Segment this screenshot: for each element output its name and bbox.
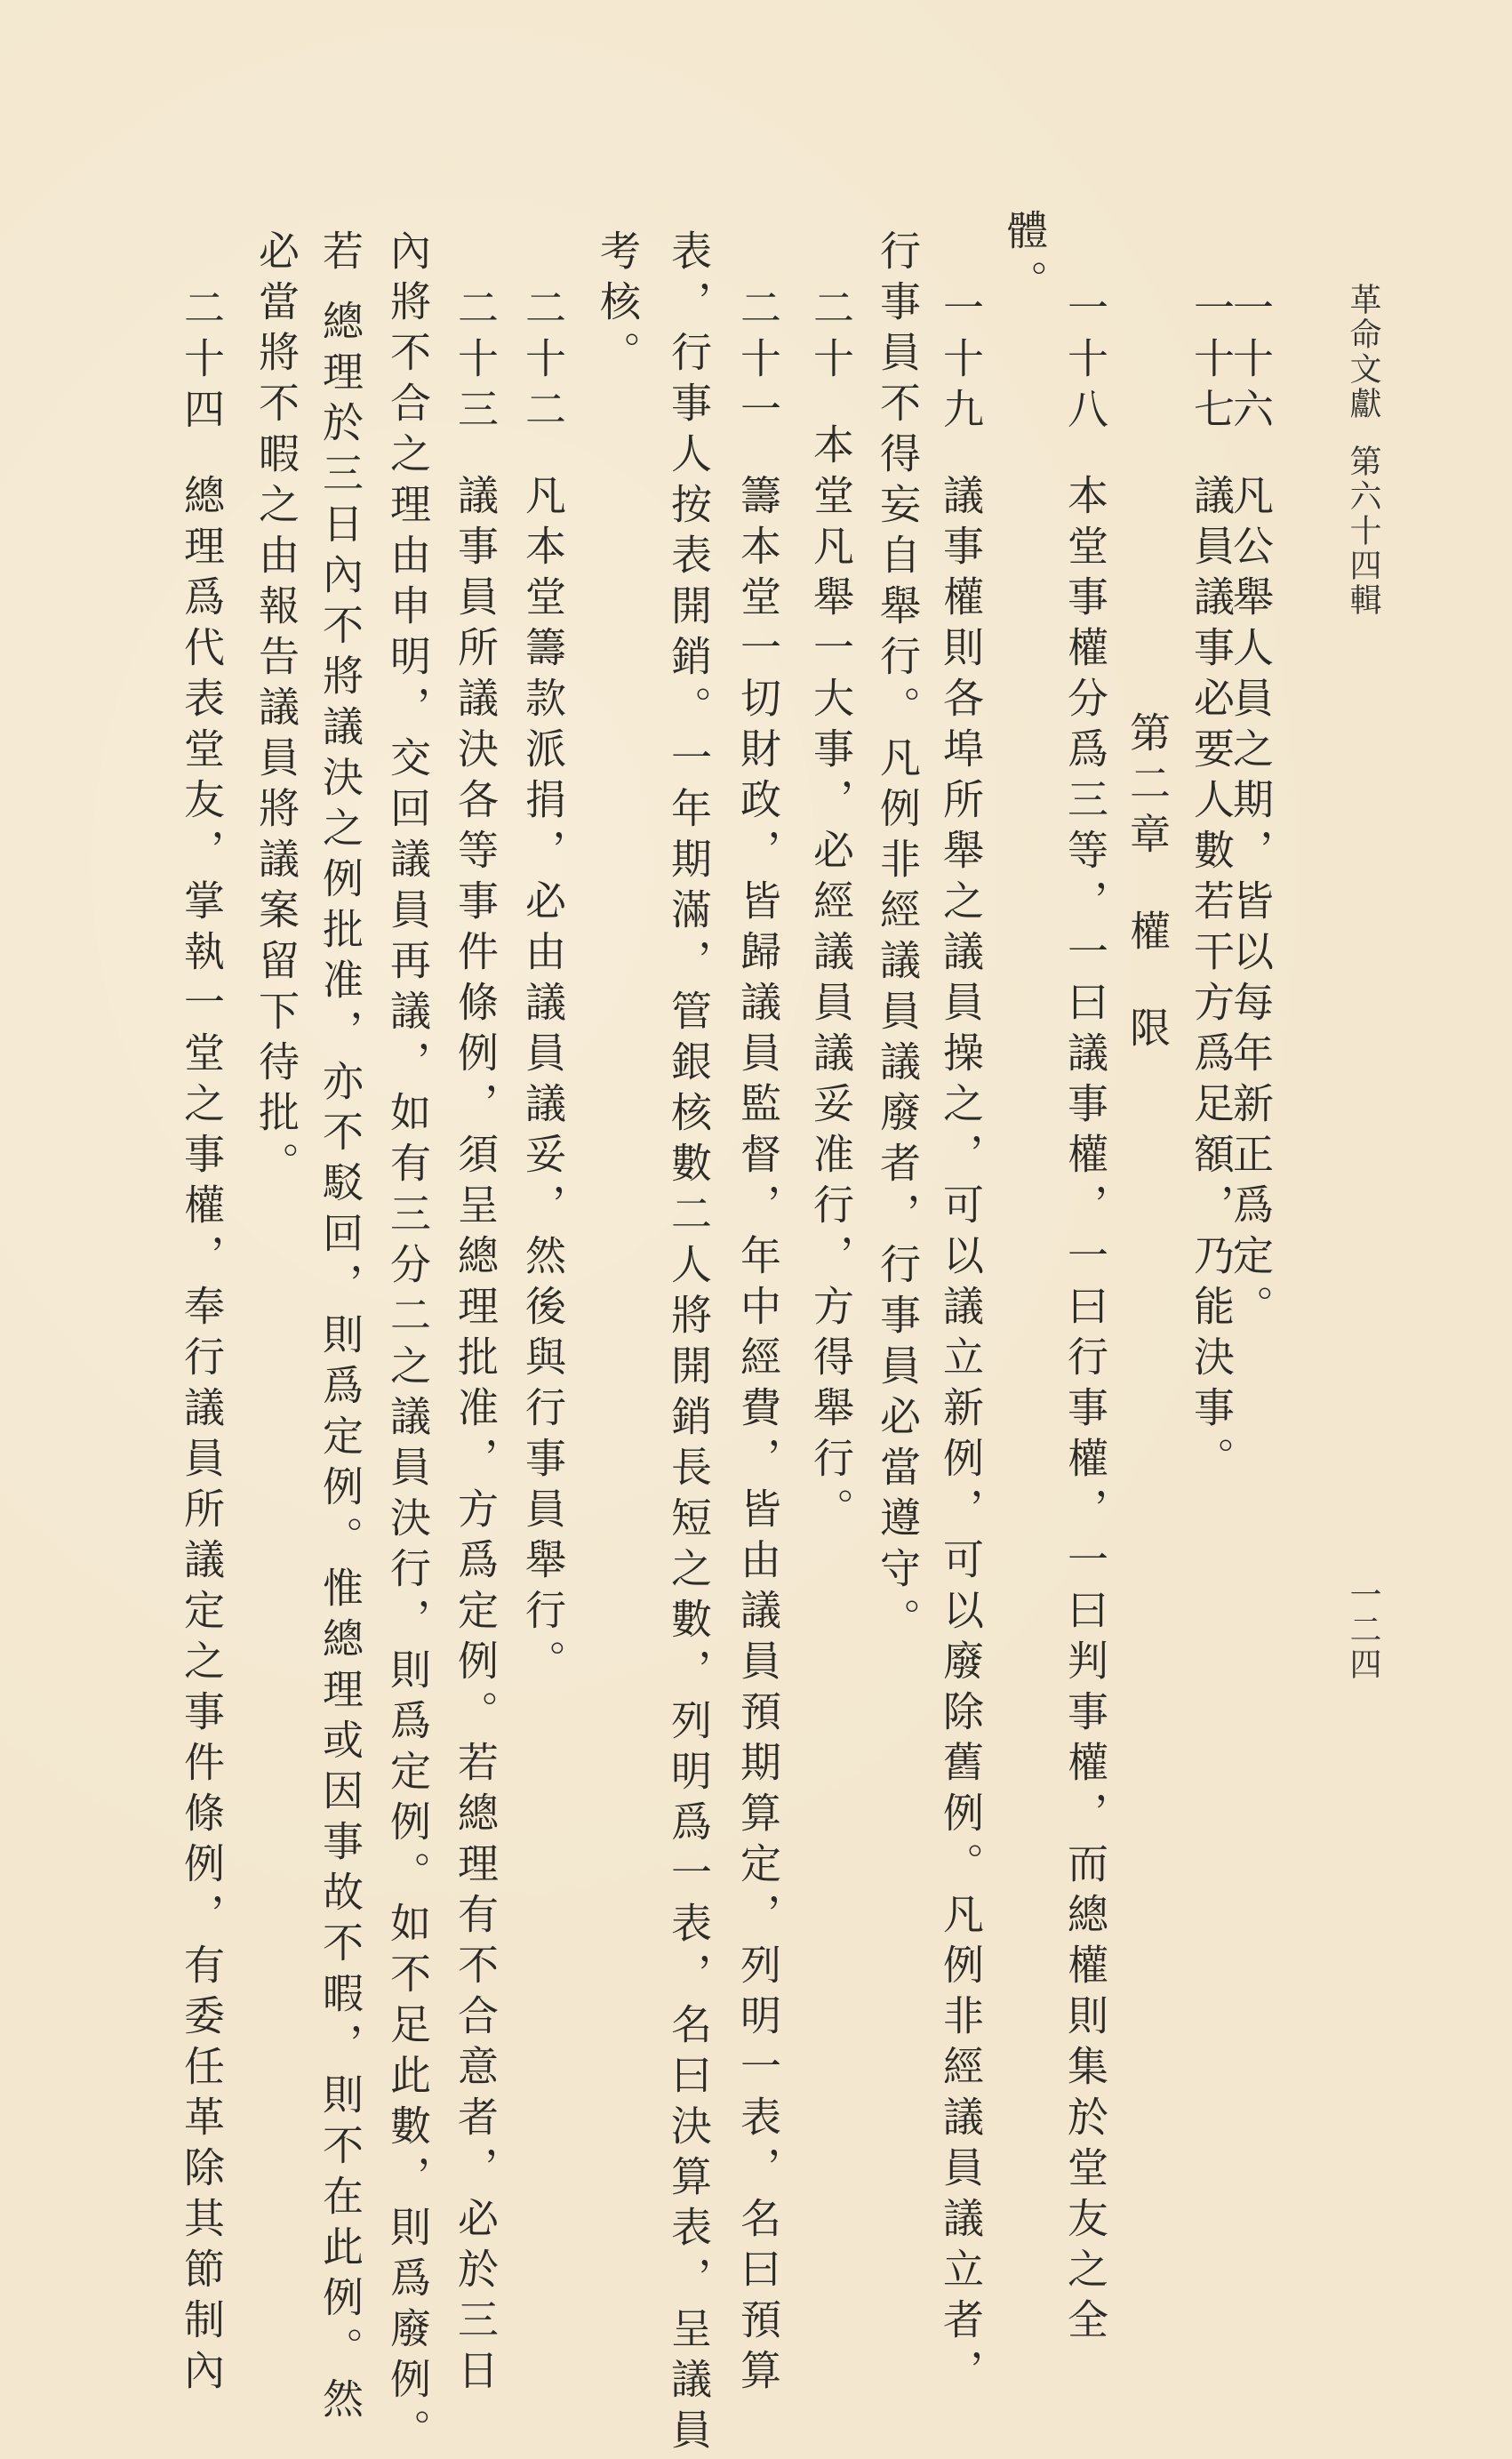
article-text: 籌本堂一切財政，皆歸議員監督，年中經費，皆由議員預期算定，列明一表，名曰預算 [734,474,782,2399]
article-number: 二十 [807,286,855,388]
article-20 [807,286,855,1538]
article-number: 二十二 [519,286,567,438]
article-23-continued-2 [316,229,364,2428]
article-23-end [252,229,300,1192]
article-text: 表，行事人按表開銷。一年期滿，管銀核數二人將開銷長短之數，列明爲一表，名曰決算表，呈議員 [665,229,713,2459]
article-text: 總理爲代表堂友，掌執一堂之事權，奉行議員所議定之事件條例，有委任革除其節制內 [178,474,226,2399]
article-text: 體。 [1001,209,1049,310]
lead-char: 若 [316,229,364,280]
chapter-title-2: 限 [1124,1006,1172,1057]
article-24 [178,286,226,2399]
article-text: 內將不合之理由申明，交回議員再議，如有三分二之議員決行，則爲定例。如不足此數，則爲廢例。 [384,229,432,2459]
article-text: 議員議事必要人數若干方爲足額，乃能決事。 [1188,474,1236,1487]
running-title: 革命文獻 [1345,283,1381,421]
article-18-continued [1001,209,1049,310]
article-21-end [594,229,642,381]
article-16 [1227,286,1275,1335]
chapter-title-1: 權 [1124,909,1172,960]
article-22 [519,286,567,1690]
page-number: 一二四 [1345,1578,1381,1682]
article-18 [1061,286,1109,2349]
article-text: 本堂凡舉一大事，必經議員議妥准行，方得舉行。 [807,423,855,1538]
article-number: 一十七 [1188,286,1236,438]
article-text: 議事權則各埠所舉之議員操之，可以議立新例，可以廢除舊例。凡例非經議員議立者， [937,474,985,2399]
article-19-continued [874,229,922,1648]
article-number: 一十九 [937,286,985,438]
article-21 [734,286,782,2399]
article-19 [937,286,985,2399]
article-number: 二十三 [452,286,500,438]
article-text: 凡公舉人員之期，皆以每年新正爲定。 [1227,474,1275,1335]
article-number: 一十八 [1061,286,1109,438]
article-text: 考核。 [594,229,642,381]
article-23-continued [384,229,432,2459]
volume-label: 第六十四輯 [1345,445,1381,618]
article-text: 總理於三日內不將議決之例批准，亦不駁回，則爲定例。惟總理或因事故不暇，則不在此例。然 [316,300,364,2428]
chapter-number: 第二章 [1124,711,1172,863]
article-text: 必當將不暇之由報告議員將議案留下待批。 [252,229,300,1192]
article-23 [452,286,500,2399]
chapter-heading [1124,711,1172,1057]
article-number: 二十一 [734,286,782,438]
article-17 [1188,286,1236,1487]
article-text: 凡本堂籌款派捐，必由議員議妥，然後與行事員舉行。 [519,474,567,1690]
article-text: 議事員所議決各等事件條例，須呈總理批准，方爲定例。若總理有不合意者，必於三日 [452,474,500,2399]
article-text: 行事員不得妄自舉行。凡例非經議員議廢者，行事員必當遵守。 [874,229,922,1648]
article-number: 一十六 [1227,286,1275,438]
running-header [1340,283,1386,618]
article-number: 二十四 [178,286,226,438]
article-text: 本堂事權分爲三等，一曰議事權，一曰行事權，一曰判事權，而總權則集於堂友之全 [1061,474,1109,2349]
article-21-continued [665,229,713,2459]
